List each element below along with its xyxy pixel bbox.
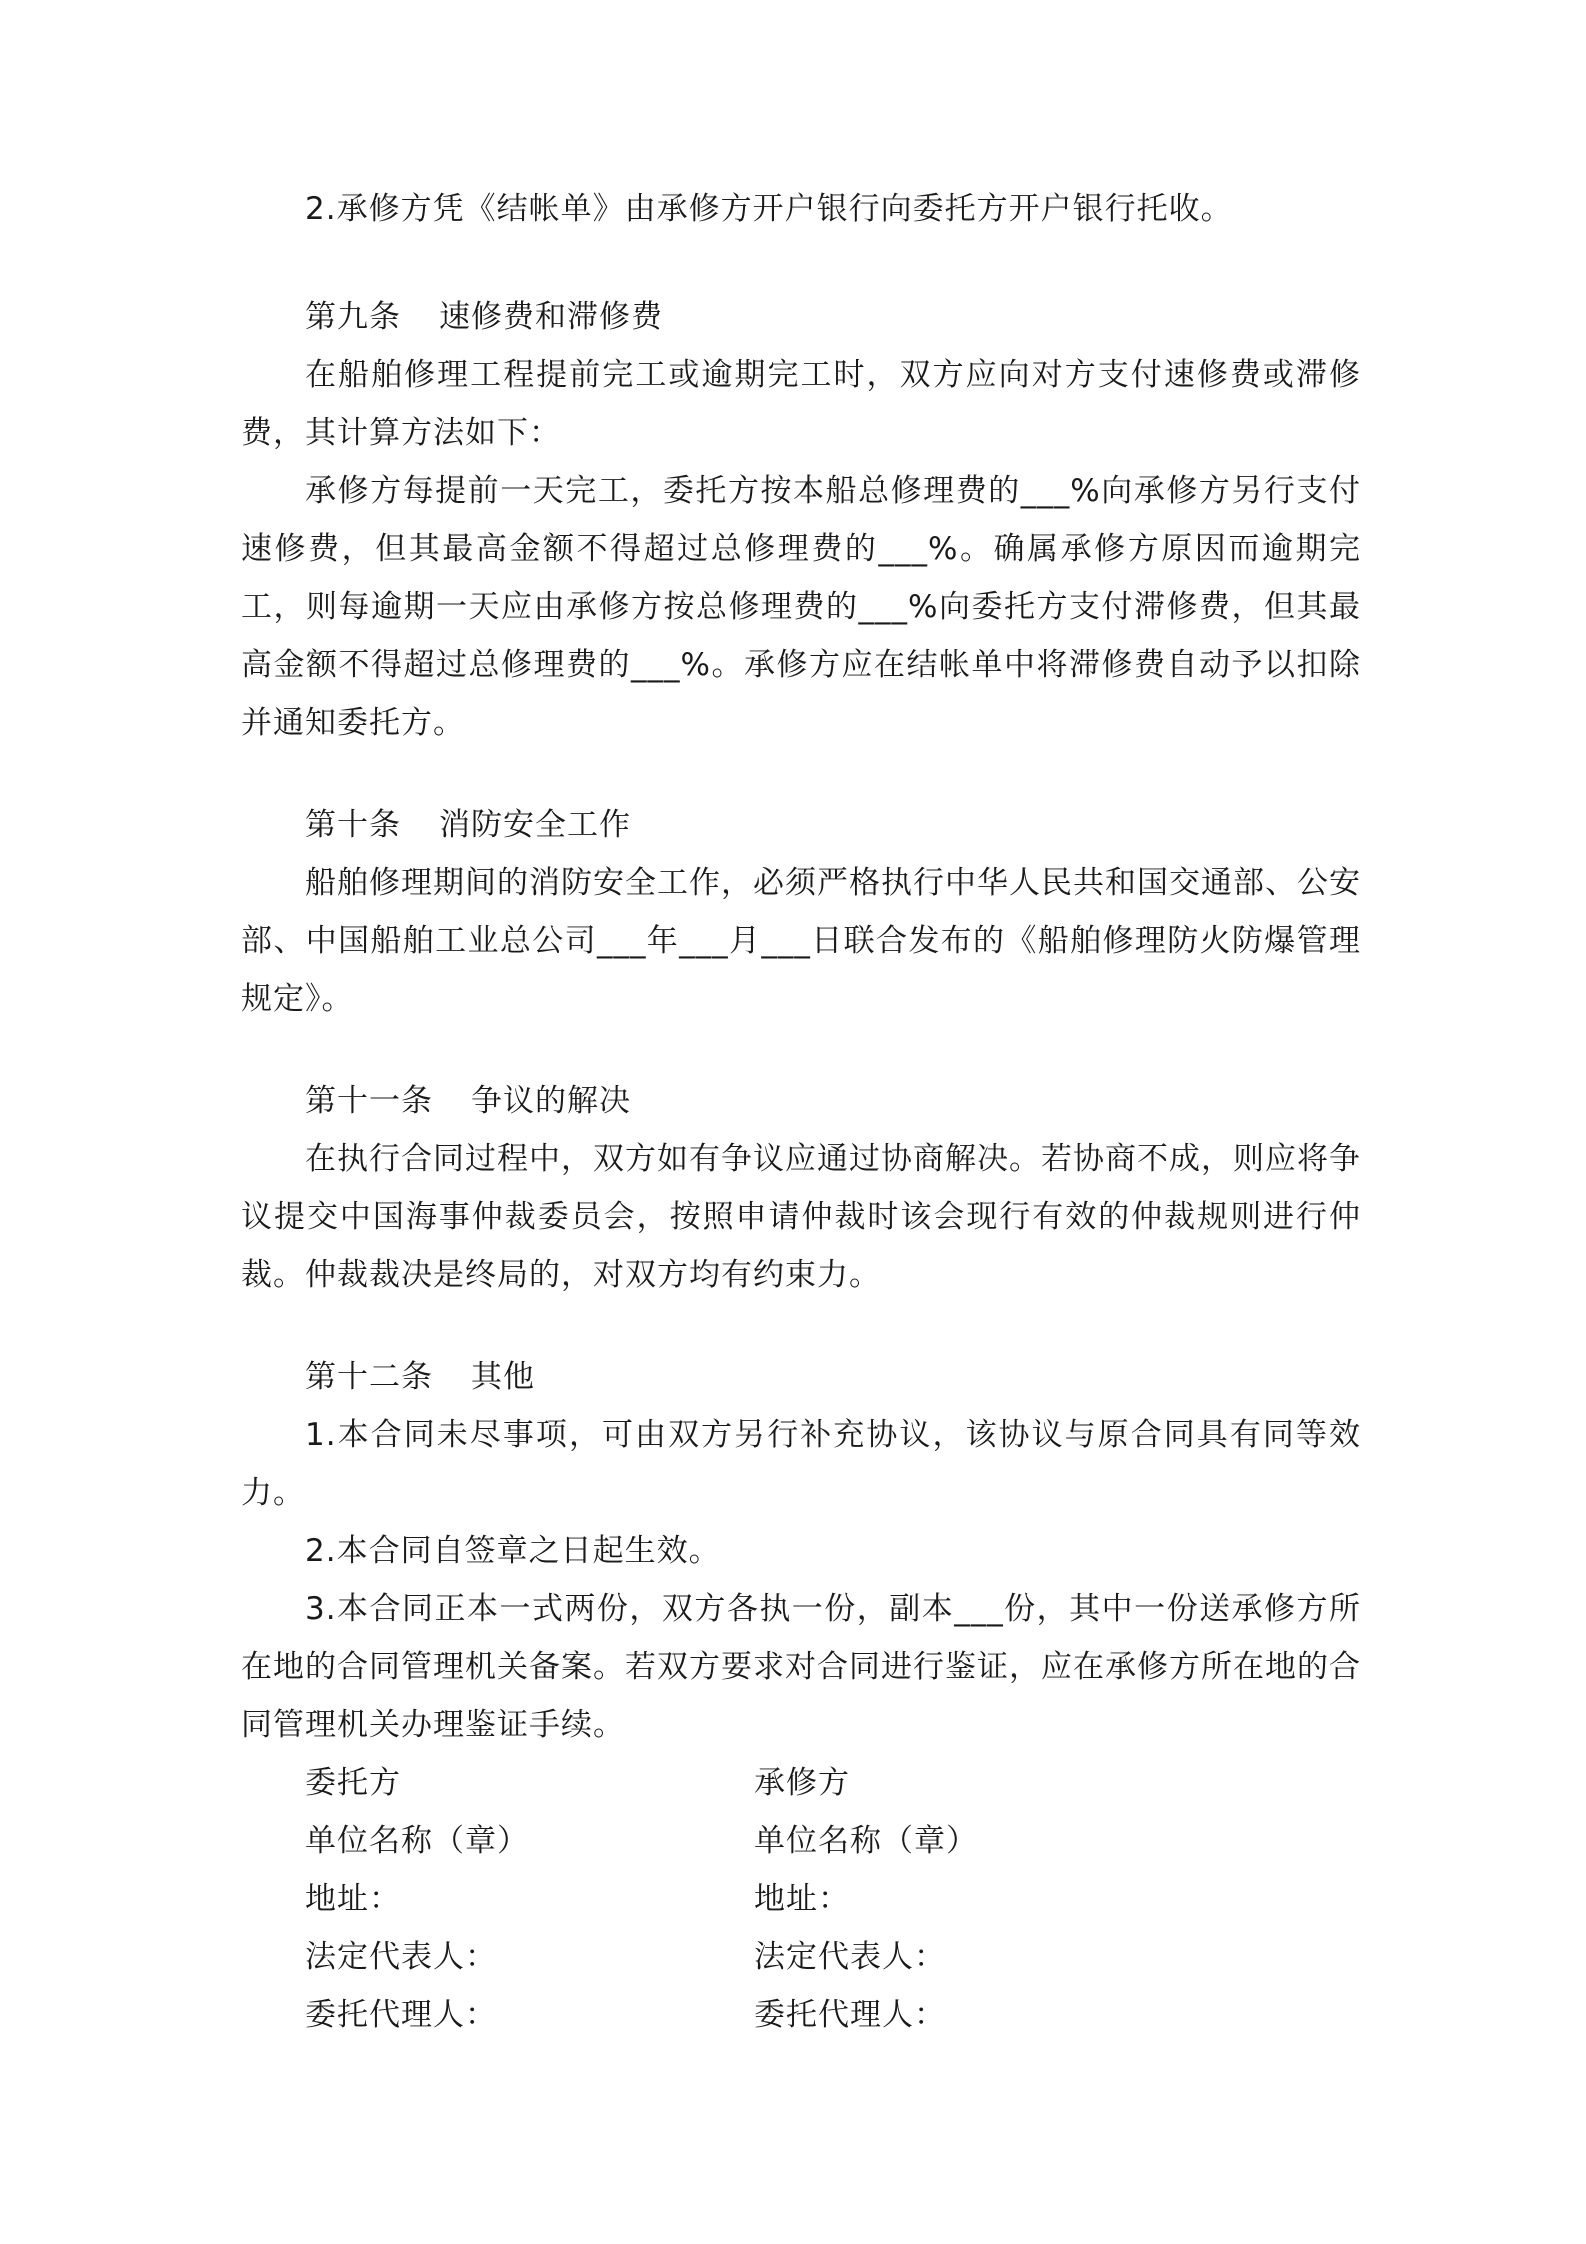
clause11-title: 争议的解决 [471,1083,631,1119]
signature-row-legal-rep [305,1928,1361,1986]
clause10-number: 第十条 [305,807,401,843]
left-unit-label: 单位名称（章） [305,1823,529,1859]
left-legal-rep-label: 法定代表人： [305,1939,497,1975]
clause9-paragraph-1: 在船舶修理工程提前完工或逾期完工时，双方应向对方支付速修费或滞修费，其计算方法如下： [241,357,1361,451]
right-agent-label: 委托代理人： [754,1997,946,2033]
clause12-paragraph-1: 1.本合同未尽事项，可由双方另行补充协议，该协议与原合同具有同等效力。 [241,1417,1361,1511]
left-party-label: 委托方 [305,1765,401,1801]
clause11-paragraph-1: 在执行合同过程中，双方如有争议应通过协商解决。若协商不成，则应将争议提交中国海事仲裁委员会，按照申请仲裁时该会现行有效的仲裁规则进行仲裁。仲裁裁决是终局的，对双方均有约束力。 [241,1141,1361,1293]
clause12-paragraph-3: 3.本合同正本一式两份，双方各执一份，副本___份，其中一份送承修方所在地的合同管理机关备案。若双方要求对合同进行鉴证，应在承修方所在地的合同管理机关办理鉴证手续。 [241,1591,1361,1743]
clause10-paragraph-1: 船舶修理期间的消防安全工作，必须严格执行中华人民共和国交通部、公安部、中国船舶工业总公司___年___月___日联合发布的《船舶修理防火防爆管理规定》。 [241,865,1361,1017]
right-party-label: 承修方 [754,1765,850,1801]
clause9-title: 速修费和滞修费 [439,299,663,335]
clause9-paragraph-2: 承修方每提前一天完工，委托方按本船总修理费的___%向承修方另行支付速修费，但其最高金额不得超过总修理费的___%。确属承修方原因而逾期完工，则每逾期一天应由承修方按总修理费的___%向委托方支付滞修费，但其最高金额不得超过总修理费的___%。承修方应在结帐单中将滞修费自动予以扣除并通知委托方。 [241,473,1361,741]
signature-row-agent [305,1986,1361,2044]
clause10-heading [241,796,1361,854]
clause11-heading [241,1072,1361,1130]
signature-row-party [305,1754,1361,1812]
signature-block [241,1754,1361,2044]
signature-row-address [305,1870,1361,1928]
clause8-item2-paragraph: 2.承修方凭《结帐单》由承修方开户银行向委托方开户银行托收。 [305,191,1233,227]
clause12-number: 第十二条 [305,1359,433,1395]
right-unit-label: 单位名称（章） [754,1823,978,1859]
right-legal-rep-label: 法定代表人： [754,1939,946,1975]
signature-row-unit [305,1812,1361,1870]
clause12-paragraph-2: 2.本合同自签章之日起生效。 [305,1533,721,1569]
clause9-number: 第九条 [305,299,401,335]
clause12-title: 其他 [471,1359,535,1395]
right-address-label: 地址： [754,1881,850,1917]
clause11-number: 第十一条 [305,1083,433,1119]
contract-body [241,180,1361,2044]
left-agent-label: 委托代理人： [305,1997,497,2033]
clause9-heading [241,288,1361,346]
left-address-label: 地址： [305,1881,401,1917]
clause12-heading [241,1348,1361,1406]
clause10-title: 消防安全工作 [439,807,631,843]
